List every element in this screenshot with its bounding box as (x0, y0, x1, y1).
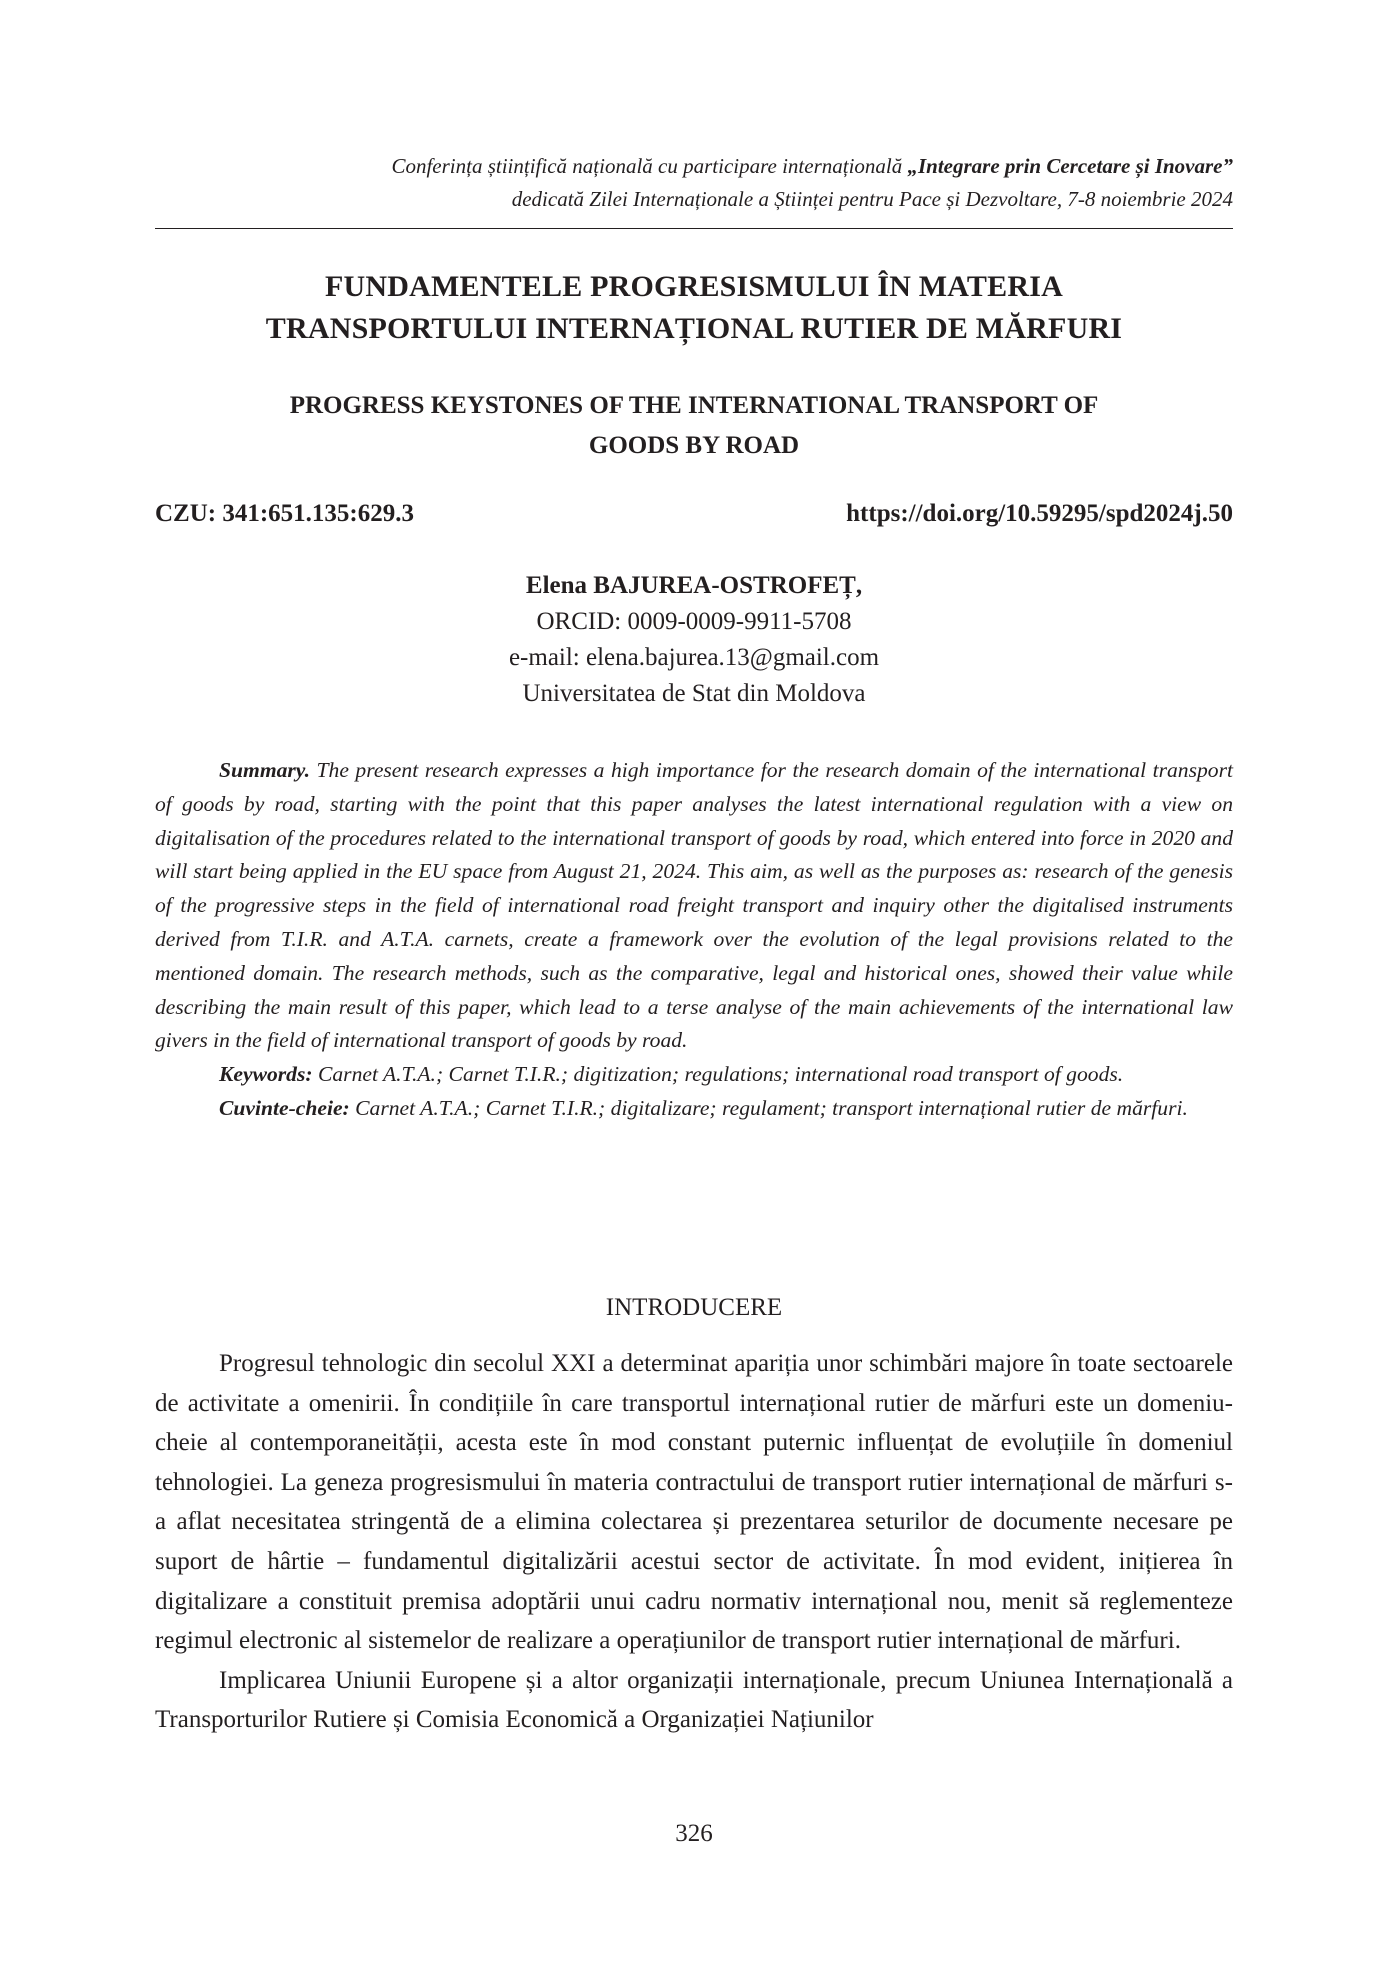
conference-title: „Integrare prin Cercetare și Inovare” (907, 154, 1233, 178)
cuvinte-cheie-text: Carnet A.T.A.; Carnet T.I.R.; digitalizare; regulament; transport internațional rutier de mărfuri. (349, 1095, 1188, 1120)
introduction-paragraph-2: Implicarea Uniunii Europene și a altor organizații internaționale, precum Uniunea Internațională a Transporturilor Rutiere și Comisia Economică a Organizației Națiunilor (155, 1666, 1233, 1734)
summary-paragraph (155, 754, 1233, 1058)
author-email[interactable]: e-mail: elena.bajurea.13@gmail.com (508, 644, 880, 671)
introduction-body (155, 1344, 1233, 1740)
article-title-en-line2: GOODS BY ROAD (588, 432, 800, 459)
czu-code: CZU: 341:651.135:629.3 (155, 500, 415, 527)
conference-header-prefix: Conferința științifică națională cu participare internațională (391, 154, 908, 178)
cuvinte-cheie-label: Cuvinte-cheie: (219, 1095, 350, 1120)
classification-row (155, 496, 1233, 532)
article-title-en (155, 386, 1233, 466)
conference-header-line1 (155, 150, 1233, 183)
summary-text: The present research expresses a high importance for the research domain of the international transport of goods by road, starting with the point that this paper analyses the latest international regulation with a view on digitalisation of the procedures related to the international transport of goods by road, which entered into force in 2020 and will start being applied in the EU space from August 21, 2024. This aim, as well as the purposes as: research of the genesis of the progressive steps in the field of international road freight transport and inquiry other the digitalised instruments derived from T.I.R. and A.T.A. carnets, create a framework over the evolution of the legal provisions related to the mentioned domain. The research methods, such as the comparative, legal and historical ones, showed their value while describing the main result of this paper, which lead to a terse analyse of the main achievements of the international law givers in the field of international transport of goods by road. (155, 758, 1233, 1053)
summary-label: Summary. (219, 758, 310, 782)
article-title-ro-line1: FUNDAMENTELE PROGRESISMULUI ÎN MATERIA (325, 270, 1063, 303)
cuvinte-cheie-paragraph (155, 1092, 1233, 1126)
keywords-paragraph (155, 1058, 1233, 1092)
author-name: Elena BAJUREA-OSTROFEȚ, (525, 572, 863, 599)
article-title-ro-line2: TRANSPORTULUI INTERNAȚIONAL RUTIER DE MĂRFURI (265, 312, 1123, 345)
article-title-en-line1: PROGRESS KEYSTONES OF THE INTERNATIONAL TRANSPORT OF (289, 392, 1099, 419)
conference-header (155, 150, 1233, 216)
doi-link[interactable]: https://doi.org/10.59295/spd2024j.50 (846, 500, 1233, 527)
author-affiliation: Universitatea de Stat din Moldova (522, 680, 866, 707)
article-title-ro (155, 266, 1233, 350)
header-divider (155, 228, 1233, 229)
author-block (155, 568, 1233, 712)
conference-header-line2: dedicată Zilei Internaționale a Științei pentru Pace și Dezvoltare, 7-8 noiembrie 2024 (511, 187, 1233, 211)
abstract-section (155, 754, 1233, 1126)
keywords-label: Keywords: (219, 1062, 313, 1087)
author-orcid: ORCID: 0009-0009-9911-5708 (536, 608, 852, 635)
section-heading-introducere: INTRODUCERE (605, 1294, 783, 1321)
keywords-text: Carnet A.T.A.; Carnet T.I.R.; digitization; regulations; international road transport of goods. (312, 1062, 1124, 1087)
page-number: 326 (675, 1820, 713, 1847)
introduction-paragraph-1: Progresul tehnologic din secolul XXI a determinat apariția unor schimbări majore în toate sectoarele de activitate a omenirii. În condițiile în care transportul internațional rutier de mărfuri este un domeniu-cheie al contemporaneității, acesta este în mod constant puternic influențat de evoluțiile în domeniul tehnologiei. La geneza progresismului în materia contractului de transport rutier internațional de mărfuri s-a aflat necesitatea stringentă de a elimina colectarea și prezentarea seturilor de documente necesare pe suport de hârtie – fundamentul digitalizării acestui sector de activitate. În mod evident, inițierea în digitalizare a constituit premisa adoptării unui cadru normativ internațional nou, menit să reglementeze regimul electronic al sistemelor de realizare a operațiunilor de transport rutier internațional de mărfuri. (155, 1350, 1233, 1655)
